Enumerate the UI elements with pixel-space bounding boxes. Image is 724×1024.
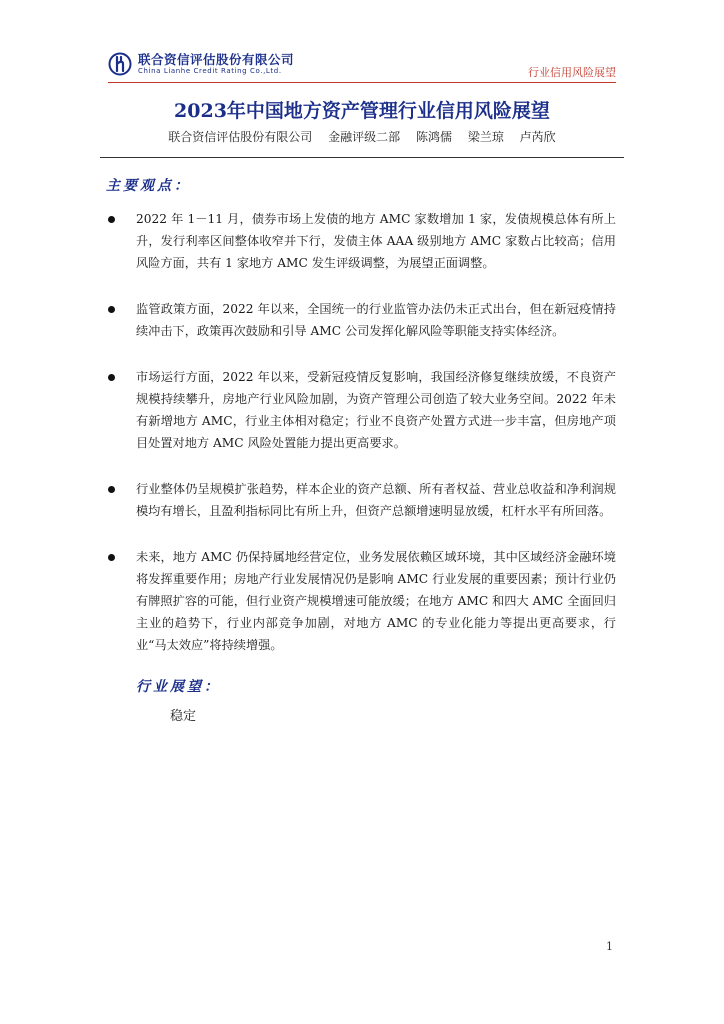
bullet-icon xyxy=(108,486,115,493)
byline-department: 金融评级二部 xyxy=(328,130,401,144)
list-item-text: 市场运行方面，2022 年以来，受新冠疫情反复影响，我国经济修复继续放缓，不良资产规模持续攀升，房地产行业风险加剧，为资产管理公司创造了较大业务空间。2022 年未有新增地方 AMC，行业主体相对稳定；行业不良资产处置方式进一步丰富，但房地产项目处置对地方 AMC 风险处置能力提出更高要求。 xyxy=(136,370,616,450)
page-title: 2023年中国地方资产管理行业信用风险展望 xyxy=(174,100,550,122)
page-header xyxy=(0,0,724,90)
company-name-cn: 联合资信评估股份有限公司 xyxy=(138,52,295,67)
lianhe-logo-icon xyxy=(108,52,132,76)
byline-author: 卢芮欣 xyxy=(519,130,556,144)
bullet-icon xyxy=(108,216,115,223)
outlook-heading: 行业展望： xyxy=(136,679,221,695)
list-item xyxy=(108,366,616,454)
list-item xyxy=(108,208,616,274)
list-item xyxy=(108,546,616,656)
company-name-en: China Lianhe Credit Rating Co.,Ltd. xyxy=(138,67,282,75)
key-points-list xyxy=(108,208,616,680)
list-item-text: 行业整体仍呈规模扩张趋势，样本企业的资产总额、所有者权益、营业总收益和净利润规模均有增长，且盈利指标同比有所上升，但资产总额增速明显放缓，杠杆水平有所回落。 xyxy=(136,482,616,518)
byline xyxy=(0,128,724,145)
report-type-label: 行业信用风险展望 xyxy=(528,66,616,79)
list-item-text: 2022 年 1－11 月，债券市场上发债的地方 AMC 家数增加 1 家，发债规模总体有所上升，发行利率区间整体收窄并下行，发债主体 AAA 级别地方 AMC 家数占比较高；信用风险方面，共有 1 家地方 AMC 发生评级调整，为展望正面调整。 xyxy=(136,212,616,270)
key-points-heading: 主要观点： xyxy=(106,178,191,194)
byline-author: 陈鸿儒 xyxy=(415,130,452,144)
page-number: 1 xyxy=(606,940,613,953)
list-item xyxy=(108,478,616,522)
title-divider xyxy=(100,157,624,158)
bullet-icon xyxy=(108,306,115,313)
list-item-text: 未来，地方 AMC 仍保持属地经营定位，业务发展依赖区域环境，其中区域经济金融环境将发挥重要作用；房地产行业发展情况仍是影响 AMC 行业发展的重要因素；预计行业仍有牌照扩容的可能，但行业资产规模增速可能放缓；在地方 AMC 和四大 AMC 全面回归主业的趋势下，行业内部竞争加剧，对地方 AMC 的专业化能力等提出更高要求，行业“马太效应”将持续增强。 xyxy=(136,550,616,652)
byline-author: 梁兰琼 xyxy=(467,130,504,144)
byline-organization: 联合资信评估股份有限公司 xyxy=(168,130,313,144)
bullet-icon xyxy=(108,554,115,561)
list-item xyxy=(108,298,616,342)
header-divider xyxy=(108,82,616,83)
bullet-icon xyxy=(108,374,115,381)
list-item-text: 监管政策方面，2022 年以来，全国统一的行业监管办法仍未正式出台，但在新冠疫情持续冲击下，政策再次鼓励和引导 AMC 公司发挥化解风险等职能支持实体经济。 xyxy=(136,302,616,338)
outlook-value: 稳定 xyxy=(170,709,197,724)
